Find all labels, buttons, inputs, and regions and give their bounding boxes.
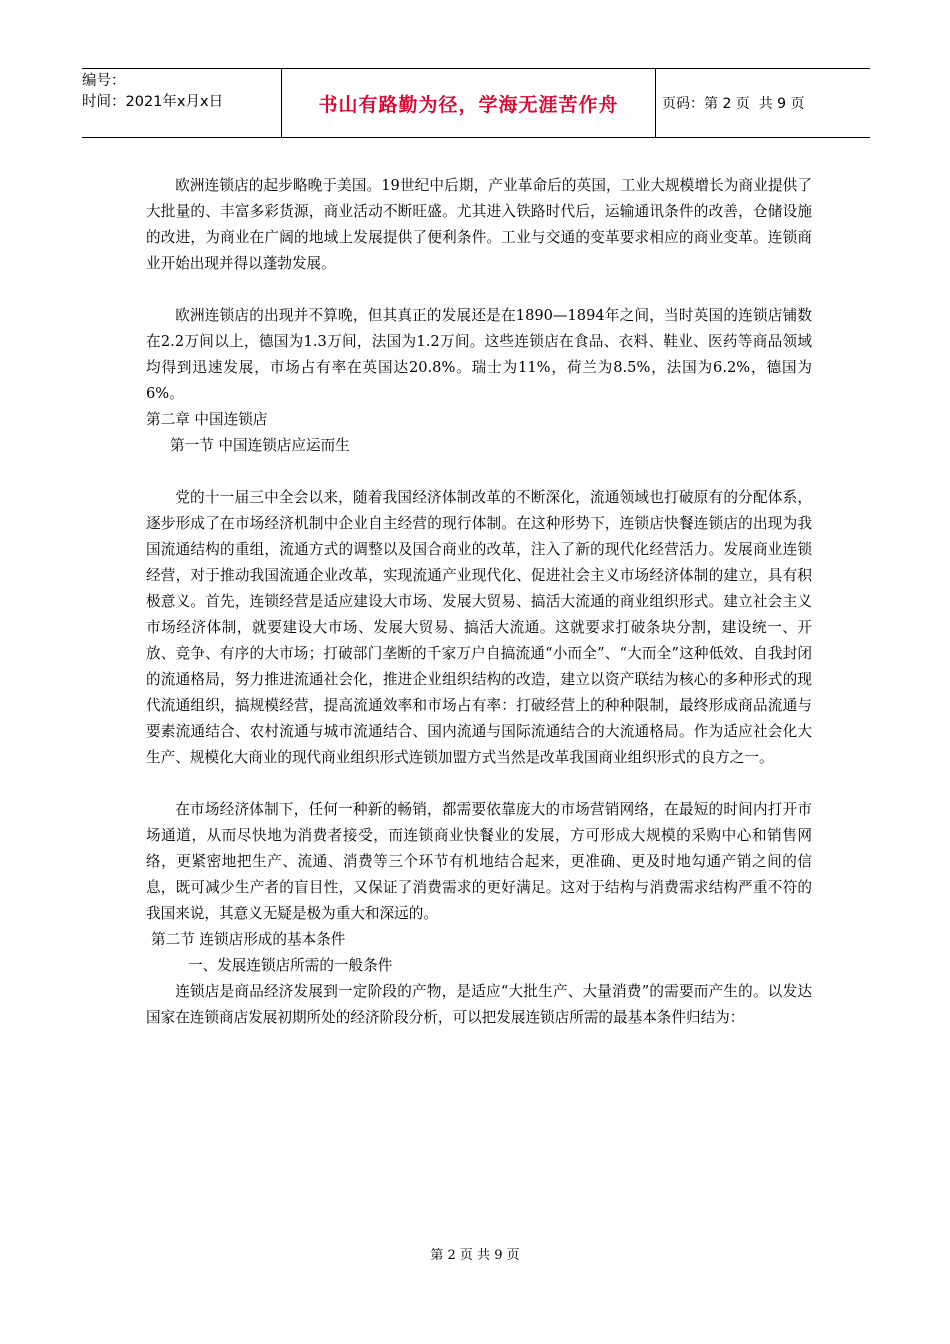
document-date: 时间：2021年x月x日 [82,94,224,110]
document-number-label: 编号： [82,73,126,89]
paragraph-basic-conditions: 连锁店是商品经济发展到一定阶段的产物，是适应“大批生产、大量消费”的需要而产生的。以发达国家在连锁商店发展初期所处的经济阶段分析，可以把发展连锁店所需的最基本条件归结为： [146,983,812,1026]
paragraph-europe-origins: 欧洲连锁店的起步略晚于美国。19世纪中后期，产业革命后的英国，工业大规模增长为商业提供了大批量的、丰富多彩货源，商业活动不断旺盛。尤其进入铁路时代后，运输通讯条件的改善，仓储设施的改进，为商业在广阔的地域上发展提供了便利条件。工业与交通的变革要求相应的商业变革。连锁商业开始出现并得以蓬勃发展。 [146,177,812,272]
document-body [146,173,812,1031]
section-heading-2: 第二节 连锁店形成的基本条件 [151,931,346,948]
header-motto: 书山有路勤为径，学海无涯苦作舟 [282,69,656,137]
paragraph-europe-growth: 欧洲连锁店的出现并不算晚，但其真正的发展还是在1890—1894年之间，当时英国的连锁店铺数在2.2万间以上，德国为1.3万间，法国为1.2万间。这些连锁店在食品、衣料、鞋业、医药等商品领域均得到迅速发展，市场占有率在英国达20.8%。瑞士为11%，荷兰为8.5%，法国为6.2%，德国为6%。 [146,307,812,402]
paragraph-market-network: 在市场经济体制下，任何一种新的畅销，都需要依靠庞大的市场营销网络，在最短的时间内打开市场通道，从而尽快地为消费者接受，而连锁商业快餐业的发展，方可形成大规模的采购中心和销售网络，更紧密地把生产、流通、消费等三个环节有机地结合起来，更准确、更及时地勾通产销之间的信息，既可减少生产者的盲目性，又保证了消费需求的更好满足。这对于结构与消费需求结构严重不符的我国来说，其意义无疑是极为重大和深远的。 [146,801,812,922]
header-page-info: 页码：第 2 页 共 9 页 [662,96,805,112]
paragraph-china-reform: 党的十一届三中全会以来，随着我国经济体制改革的不断深化，流通领域也打破原有的分配体系，逐步形成了在市场经济机制中企业自主经营的现行体制。在这种形势下，连锁店快餐连锁店的出现为我国流通结构的重组，流通方式的调整以及国合商业的改革，注入了新的现代化经营活力。发展商业连锁经营，对于推动我国流通企业改革，实现流通产业现代化、促进社会主义市场经济体制的建立，具有积极意义。首先，连锁经营是适应建设大市场、发展大贸易、搞活大流通的商业组织形式。建立社会主义市场经济体制，就要建设大市场、发展大贸易、搞活大流通。这就要求打破条块分割，建设统一、开放、竞争、有序的大市场；打破部门垄断的千家万户自搞流通“小而全”、“大而全”这种低效、自我封闭的流通格局，努力推进流通社会化，推进企业组织结构的改造，建立以资产联结为核心的多种形式的现代流通组织，搞规模经营，提高流通效率和市场占有率：打破经营上的种种限制，最终形成商品流通与要素流通结合、农村流通与城市流通结合、国内流通与国际流通结合的大流通格局。作为适应社会化大生产、规模化大商业的现代商业组织形式连锁加盟方式当然是改革我国商业组织形式的良方之一。 [146,489,812,766]
page-footer: 第 2 页 共 9 页 [430,1248,520,1263]
chapter-heading: 第二章 中国连锁店 [146,411,268,428]
page-header [82,68,870,138]
section-heading-1: 第一节 中国连锁店应运而生 [170,437,350,454]
header-meta [82,69,282,137]
subsection-heading: 一、发展连锁店所需的一般条件 [188,957,393,974]
